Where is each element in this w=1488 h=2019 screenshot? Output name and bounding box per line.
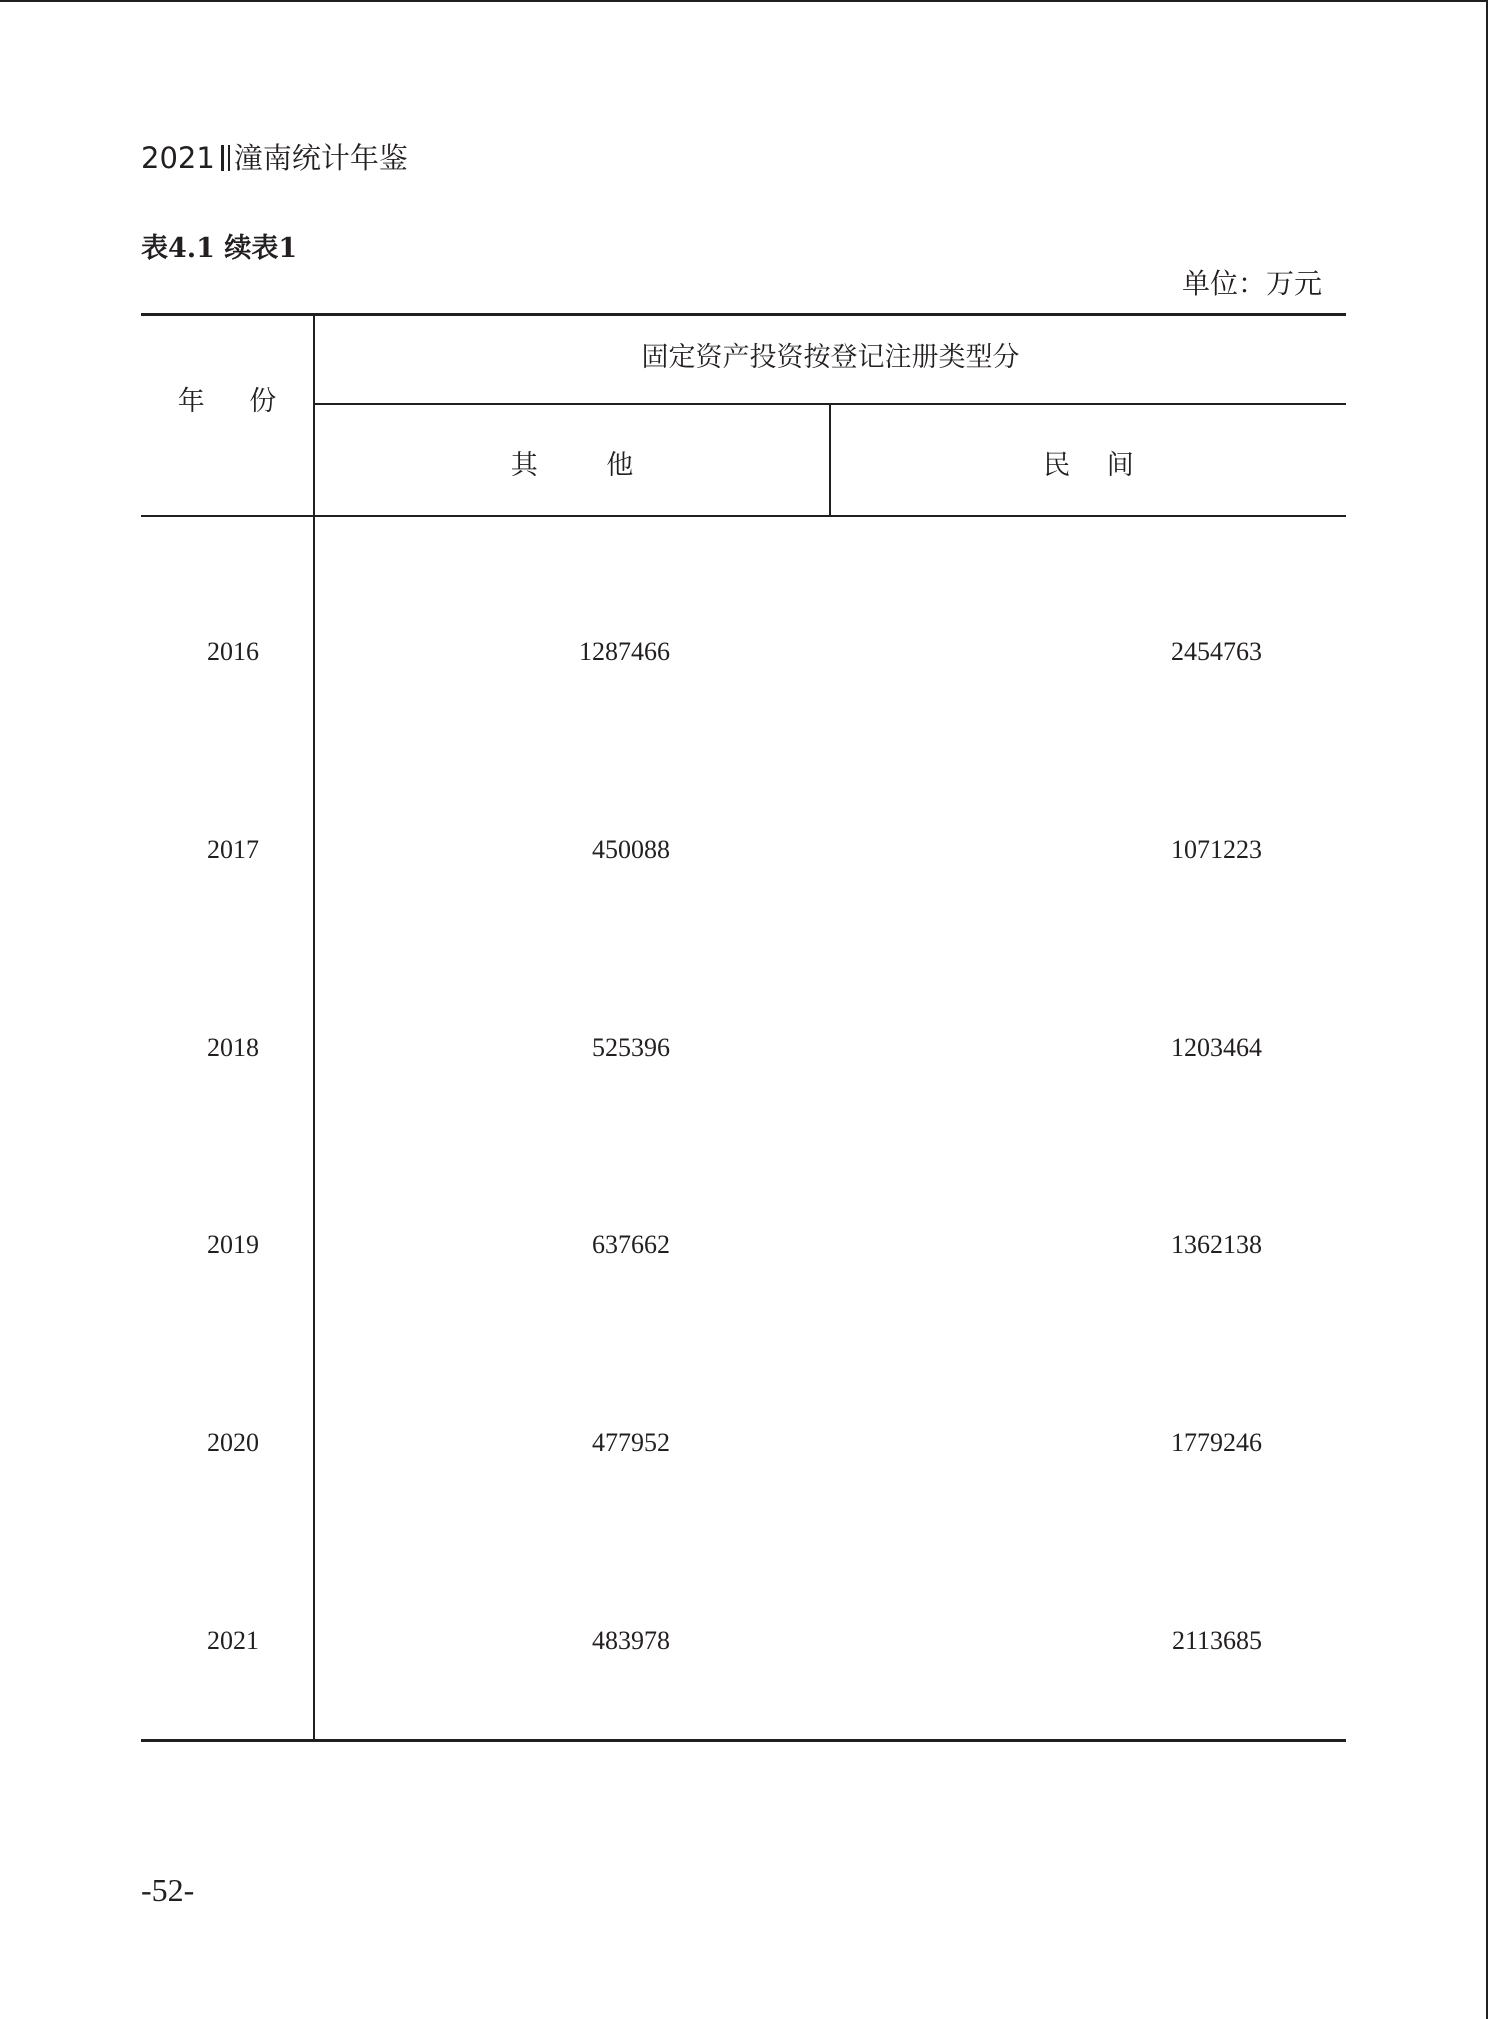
private-value-cell: 1362138	[1171, 1230, 1262, 1259]
table-bottom-rule	[141, 1739, 1346, 1742]
page-top-border	[0, 0, 1488, 2]
table-row	[141, 1423, 1346, 1463]
private-value-cell: 1071223	[1171, 835, 1262, 864]
running-head-book-title: 潼南统计年鉴	[233, 141, 408, 175]
other-value-cell: 1287466	[579, 637, 670, 666]
table-row	[141, 1225, 1346, 1265]
private-value-cell: 1779246	[1171, 1428, 1262, 1457]
table-row	[141, 1621, 1346, 1661]
column-header-private: 民 间	[1043, 450, 1148, 481]
year-column-header: 年 份	[177, 386, 295, 417]
table-top-rule	[141, 313, 1346, 316]
other-value-cell: 450088	[592, 835, 670, 864]
table-title: 表4.1 续表1	[141, 233, 298, 264]
other-value-cell: 477952	[592, 1428, 670, 1457]
running-head-separator	[221, 145, 230, 171]
other-value-cell: 637662	[592, 1230, 670, 1259]
year-cell: 2018	[207, 1033, 259, 1062]
year-cell: 2016	[207, 637, 259, 666]
running-head	[141, 140, 408, 176]
private-value-cell: 1203464	[1171, 1033, 1262, 1062]
header-bottom-rule	[141, 515, 1346, 517]
statistics-table	[141, 313, 1346, 1743]
column-header-other: 其 他	[510, 450, 664, 481]
year-cell: 2019	[207, 1230, 259, 1259]
unit-label: 单位：万元	[1182, 267, 1323, 300]
other-value-cell: 525396	[592, 1033, 670, 1062]
year-cell: 2021	[207, 1626, 259, 1655]
group-header: 固定资产投资按登记注册类型分	[641, 342, 1020, 373]
private-value-cell: 2113685	[1171, 1626, 1262, 1655]
table-row	[141, 830, 1346, 870]
table-row	[141, 1028, 1346, 1068]
table-row	[141, 632, 1346, 672]
page-number: -52-	[141, 1872, 195, 1908]
private-value-cell: 2454763	[1171, 637, 1262, 666]
other-value-cell: 483978	[592, 1626, 670, 1655]
running-head-year: 2021	[141, 141, 215, 175]
year-cell: 2020	[207, 1428, 259, 1457]
year-cell: 2017	[207, 835, 259, 864]
